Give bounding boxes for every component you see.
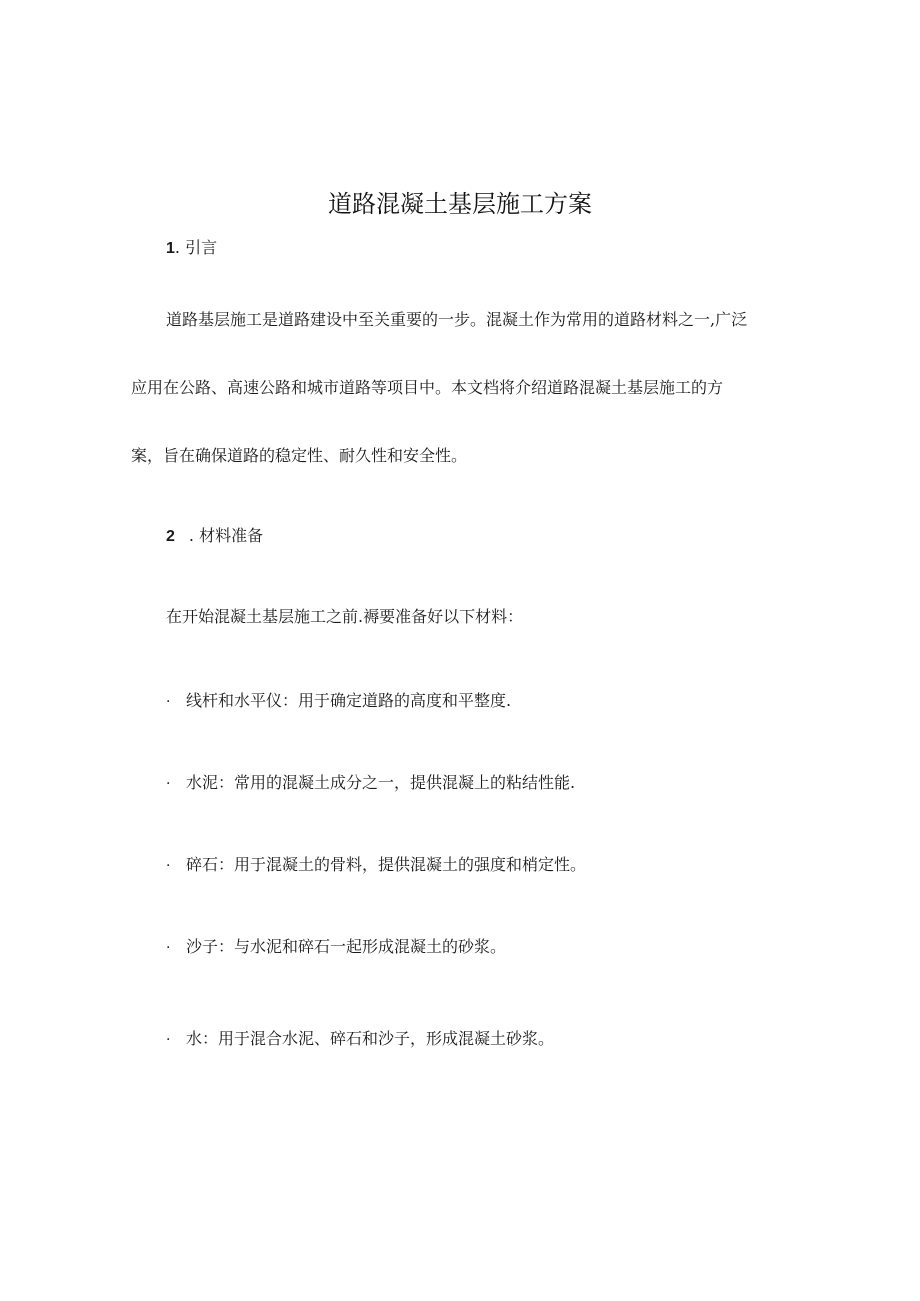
list-item-text: 沙子：与水泥和碎石一起形成混凝土的砂浆。 (186, 937, 507, 956)
section-heading-text: . 引言 (174, 238, 218, 257)
list-item (166, 935, 506, 960)
list-item-text: 水泥：常用的混凝土成分之一，提供混凝上的粘结性能. (186, 773, 576, 792)
bullet-dot: · (166, 858, 171, 874)
bullet-dot: · (166, 694, 171, 710)
list-item-text: 碎石：用于混凝土的骨料，提供混凝土的强度和梢定性。 (186, 855, 587, 874)
section-heading-text: . 材料准备 (188, 526, 264, 545)
section-heading-introduction (166, 236, 217, 261)
section-heading-materials (166, 524, 263, 549)
list-item (166, 689, 511, 714)
list-item (166, 771, 575, 796)
list-item-text: 水：用于混合水泥、碎石和沙子，形成混凝土砂浆。 (186, 1029, 555, 1048)
section-number: 1 (166, 240, 175, 257)
section-number: 2 (166, 528, 175, 545)
bullet-dot: · (166, 1032, 171, 1048)
bullet-dot: · (166, 776, 171, 792)
paragraph-line: 道路基层施工是道路建设中至关重要的一步。混凝土作为常用的道路材料之一,广泛 (166, 310, 748, 329)
list-item (166, 853, 586, 878)
paragraph-intro: 在开始混凝土基层施工之前.褥要准备好以下材料： (166, 607, 524, 626)
paragraph-line: 应用在公路、高速公路和城市道路等项目中。本文档将介绍道路混凝土基层施工的方 (131, 378, 724, 397)
bullet-dot: · (166, 940, 171, 956)
list-item (166, 1027, 554, 1052)
list-item-text: 线杆和水平仪：用于确定道路的高度和平整度. (186, 691, 512, 710)
paragraph-line: 案，旨在确保道路的稳定性、耐久性和安全性。 (131, 446, 468, 465)
document-title: 道路混凝土基层施工方案 (328, 190, 592, 218)
